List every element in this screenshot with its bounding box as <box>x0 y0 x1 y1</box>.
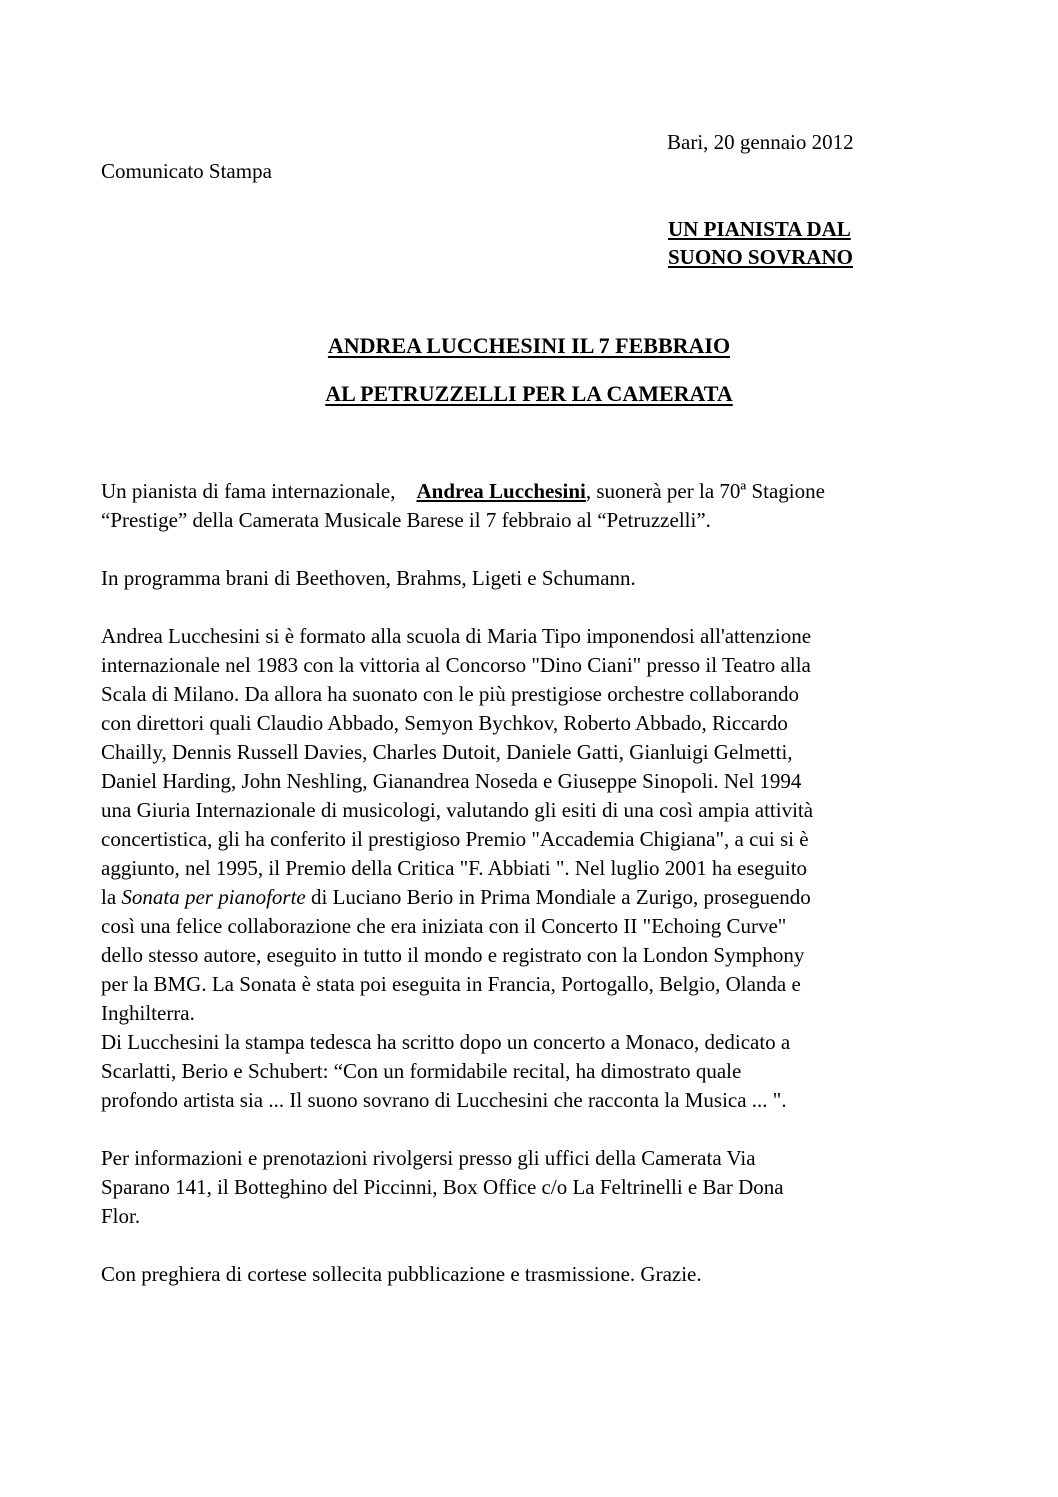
kicker-line-1: UN PIANISTA DAL <box>668 217 851 241</box>
bio-line-start: la <box>101 885 122 909</box>
bio-line: Andrea Lucchesini si è formato alla scuola di Maria Tipo imponendosi all'attenzione <box>101 624 812 648</box>
closing-line: Con preghiera di cortese sollecita pubblicazione e trasmissione. Grazie. <box>101 1262 702 1286</box>
headline-line-2: AL PETRUZZELLI PER LA CAMERATA <box>325 381 733 406</box>
intro-line-2: “Prestige” della Camerata Musicale Barese il 7 febbraio al “Petruzzelli”. <box>101 508 711 532</box>
bio-line: Chailly, Dennis Russell Davies, Charles Dutoit, Daniele Gatti, Gianluigi Gelmetti, <box>101 740 793 764</box>
bio-line: Scala di Milano. Da allora ha suonato con le più prestigiose orchestre collaborando <box>101 682 800 706</box>
bio-line: aggiunto, nel 1995, il Premio della Critica "F. Abbiati ". Nel luglio 2001 ha eseguito <box>101 856 808 880</box>
intro-paragraph <box>101 477 957 535</box>
bio-line: concertistica, gli ha conferito il prestigioso Premio "Accademia Chigiana", a cui si è <box>101 827 809 851</box>
info-paragraph <box>101 1144 957 1231</box>
bio-line: Di Lucchesini la stampa tedesca ha scritto dopo un concerto a Monaco, dedicato a <box>101 1030 791 1054</box>
release-date: Bari, 20 gennaio 2012 <box>667 130 854 154</box>
bio-line: con direttori quali Claudio Abbado, Semyon Bychkov, Roberto Abbado, Riccardo <box>101 711 788 735</box>
info-line: Per informazioni e prenotazioni rivolgersi presso gli uffici della Camerata Via <box>101 1146 756 1170</box>
bio-line: Daniel Harding, John Neshling, Gianandrea Noseda e Giuseppe Sinopoli. Nel 1994 <box>101 769 802 793</box>
bio-line: Scarlatti, Berio e Schubert: “Con un formidabile recital, ha dimostrato quale <box>101 1059 742 1083</box>
bio-line: Inghilterra. <box>101 1001 195 1025</box>
bio-line: così una felice collaborazione che era iniziata con il Concerto II "Echoing Curve" <box>101 914 787 938</box>
document-type: Comunicato Stampa <box>101 159 272 183</box>
body-text <box>101 477 957 1289</box>
kicker-line-2: SUONO SOVRANO <box>668 245 853 269</box>
work-title: Sonata per pianoforte <box>121 885 306 909</box>
intro-text-end: , suonerà per la 70ª Stagione <box>585 479 825 503</box>
intro-text-start: Un pianista di fama internazionale, <box>101 479 396 503</box>
artist-name: Andrea Lucchesini <box>416 479 586 503</box>
bio-line: per la BMG. La Sonata è stata poi eseguita in Francia, Portogallo, Belgio, Olanda e <box>101 972 801 996</box>
bio-line: dello stesso autore, eseguito in tutto il mondo e registrato con la London Symphony <box>101 943 805 967</box>
program-paragraph: In programma brani di Beethoven, Brahms, Ligeti e Schumann. <box>101 566 636 590</box>
info-line: Sparano 141, il Botteghino del Piccinni, Box Office c/o La Feltrinelli e Bar Dona <box>101 1175 784 1199</box>
bio-line: internazionale nel 1983 con la vittoria al Concorso "Dino Ciani" presso il Teatro alla <box>101 653 811 677</box>
kicker-title <box>668 215 853 271</box>
bio-line-end: di Luciano Berio in Prima Mondiale a Zurigo, proseguendo <box>305 885 811 909</box>
info-line: Flor. <box>101 1204 141 1228</box>
bio-line: una Giuria Internazionale di musicologi, valutando gli esiti di una così ampia attività <box>101 798 814 822</box>
bio-paragraph <box>101 622 957 1115</box>
headline-line-1: ANDREA LUCCHESINI IL 7 FEBBRAIO <box>327 333 731 358</box>
bio-line: profondo artista sia ... Il suono sovrano di Lucchesini che racconta la Musica ... ". <box>101 1088 787 1112</box>
